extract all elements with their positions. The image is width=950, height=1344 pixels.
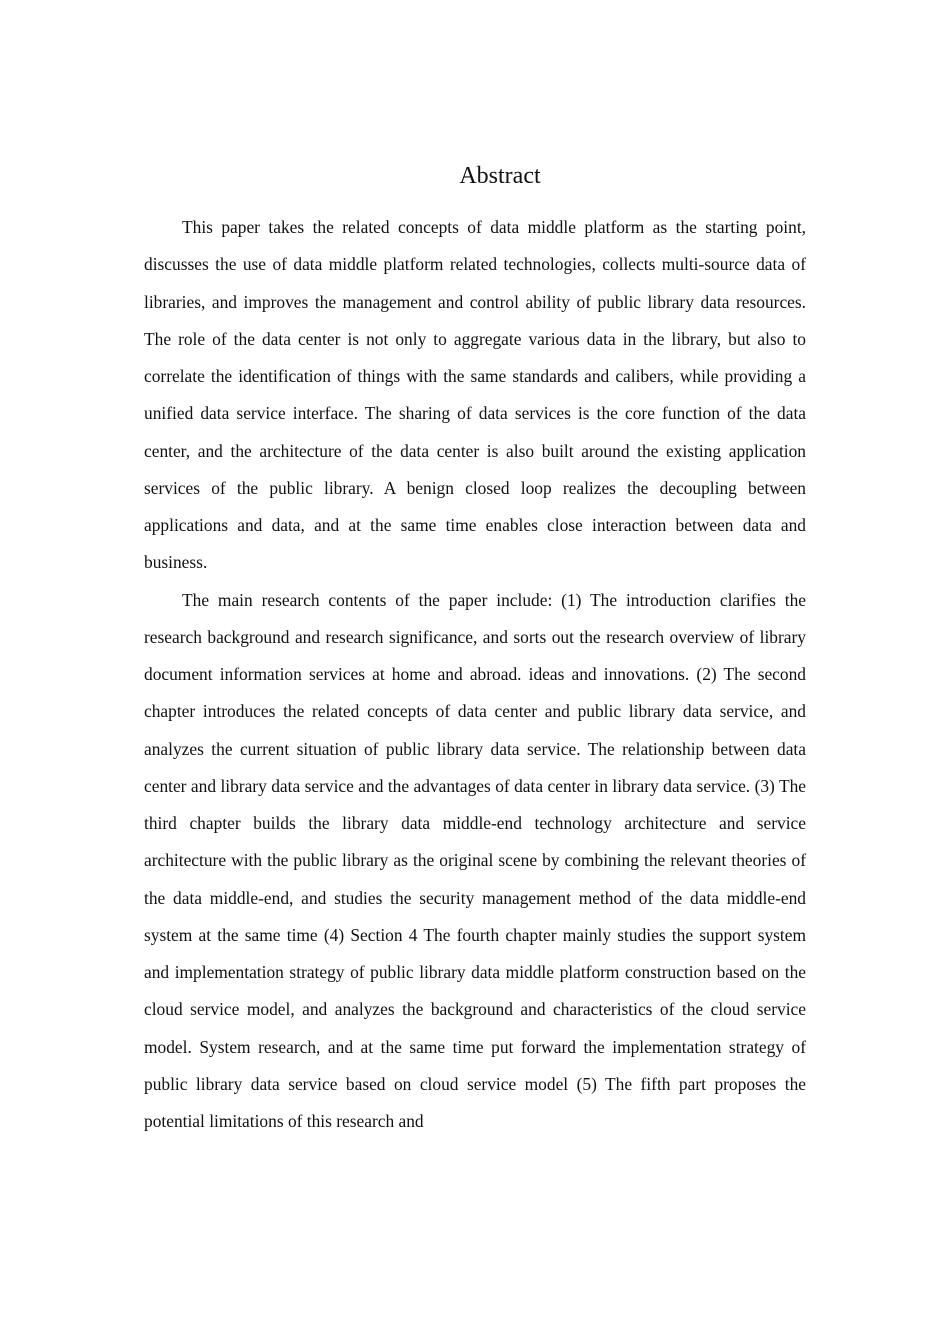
abstract-body [144,209,806,1140]
abstract-paragraph-1: This paper takes the related concepts of data middle platform as the starting point, discusses the use of data middle platform related technologies, collects multi-source data of libraries, and improves the management and control ability of public library data resources. The role of the data center is not only to aggregate various data in the library, but also to correlate the identification of things with the same standards and calibers, while providing a unified data service interface. The sharing of data services is the core function of the data center, and the architecture of the data center is also built around the existing application services of the public library. A benign closed loop realizes the decoupling between applications and data, and at the same time enables close interaction between data and business. [144,217,806,573]
abstract-title: Abstract [459,163,541,189]
abstract-paragraph-2: The main research contents of the paper include: (1) The introduction clarifies the research background and research significance, and sorts out the research overview of library document information services at home and abroad. ideas and innovations. (2) The second chapter introduces the related concepts of data center and public library data service, and analyzes the current situation of public library data service. The relationship between data center and library data service and the advantages of data center in library data service. (3) The third chapter builds the library data middle-end technology architecture and service architecture with the public library as the original scene by combining the relevant theories of the data middle-end, and studies the security management method of the data middle-end system at the same time (4) Section 4 The fourth chapter mainly studies the support system and implementation strategy of public library data middle platform construction based on the cloud service model, and analyzes the background and characteristics of the cloud service model. System research, and at the same time put forward the implementation strategy of public library data service based on cloud service model (5) The fifth part proposes the potential limitations of this research and [144,589,806,1131]
